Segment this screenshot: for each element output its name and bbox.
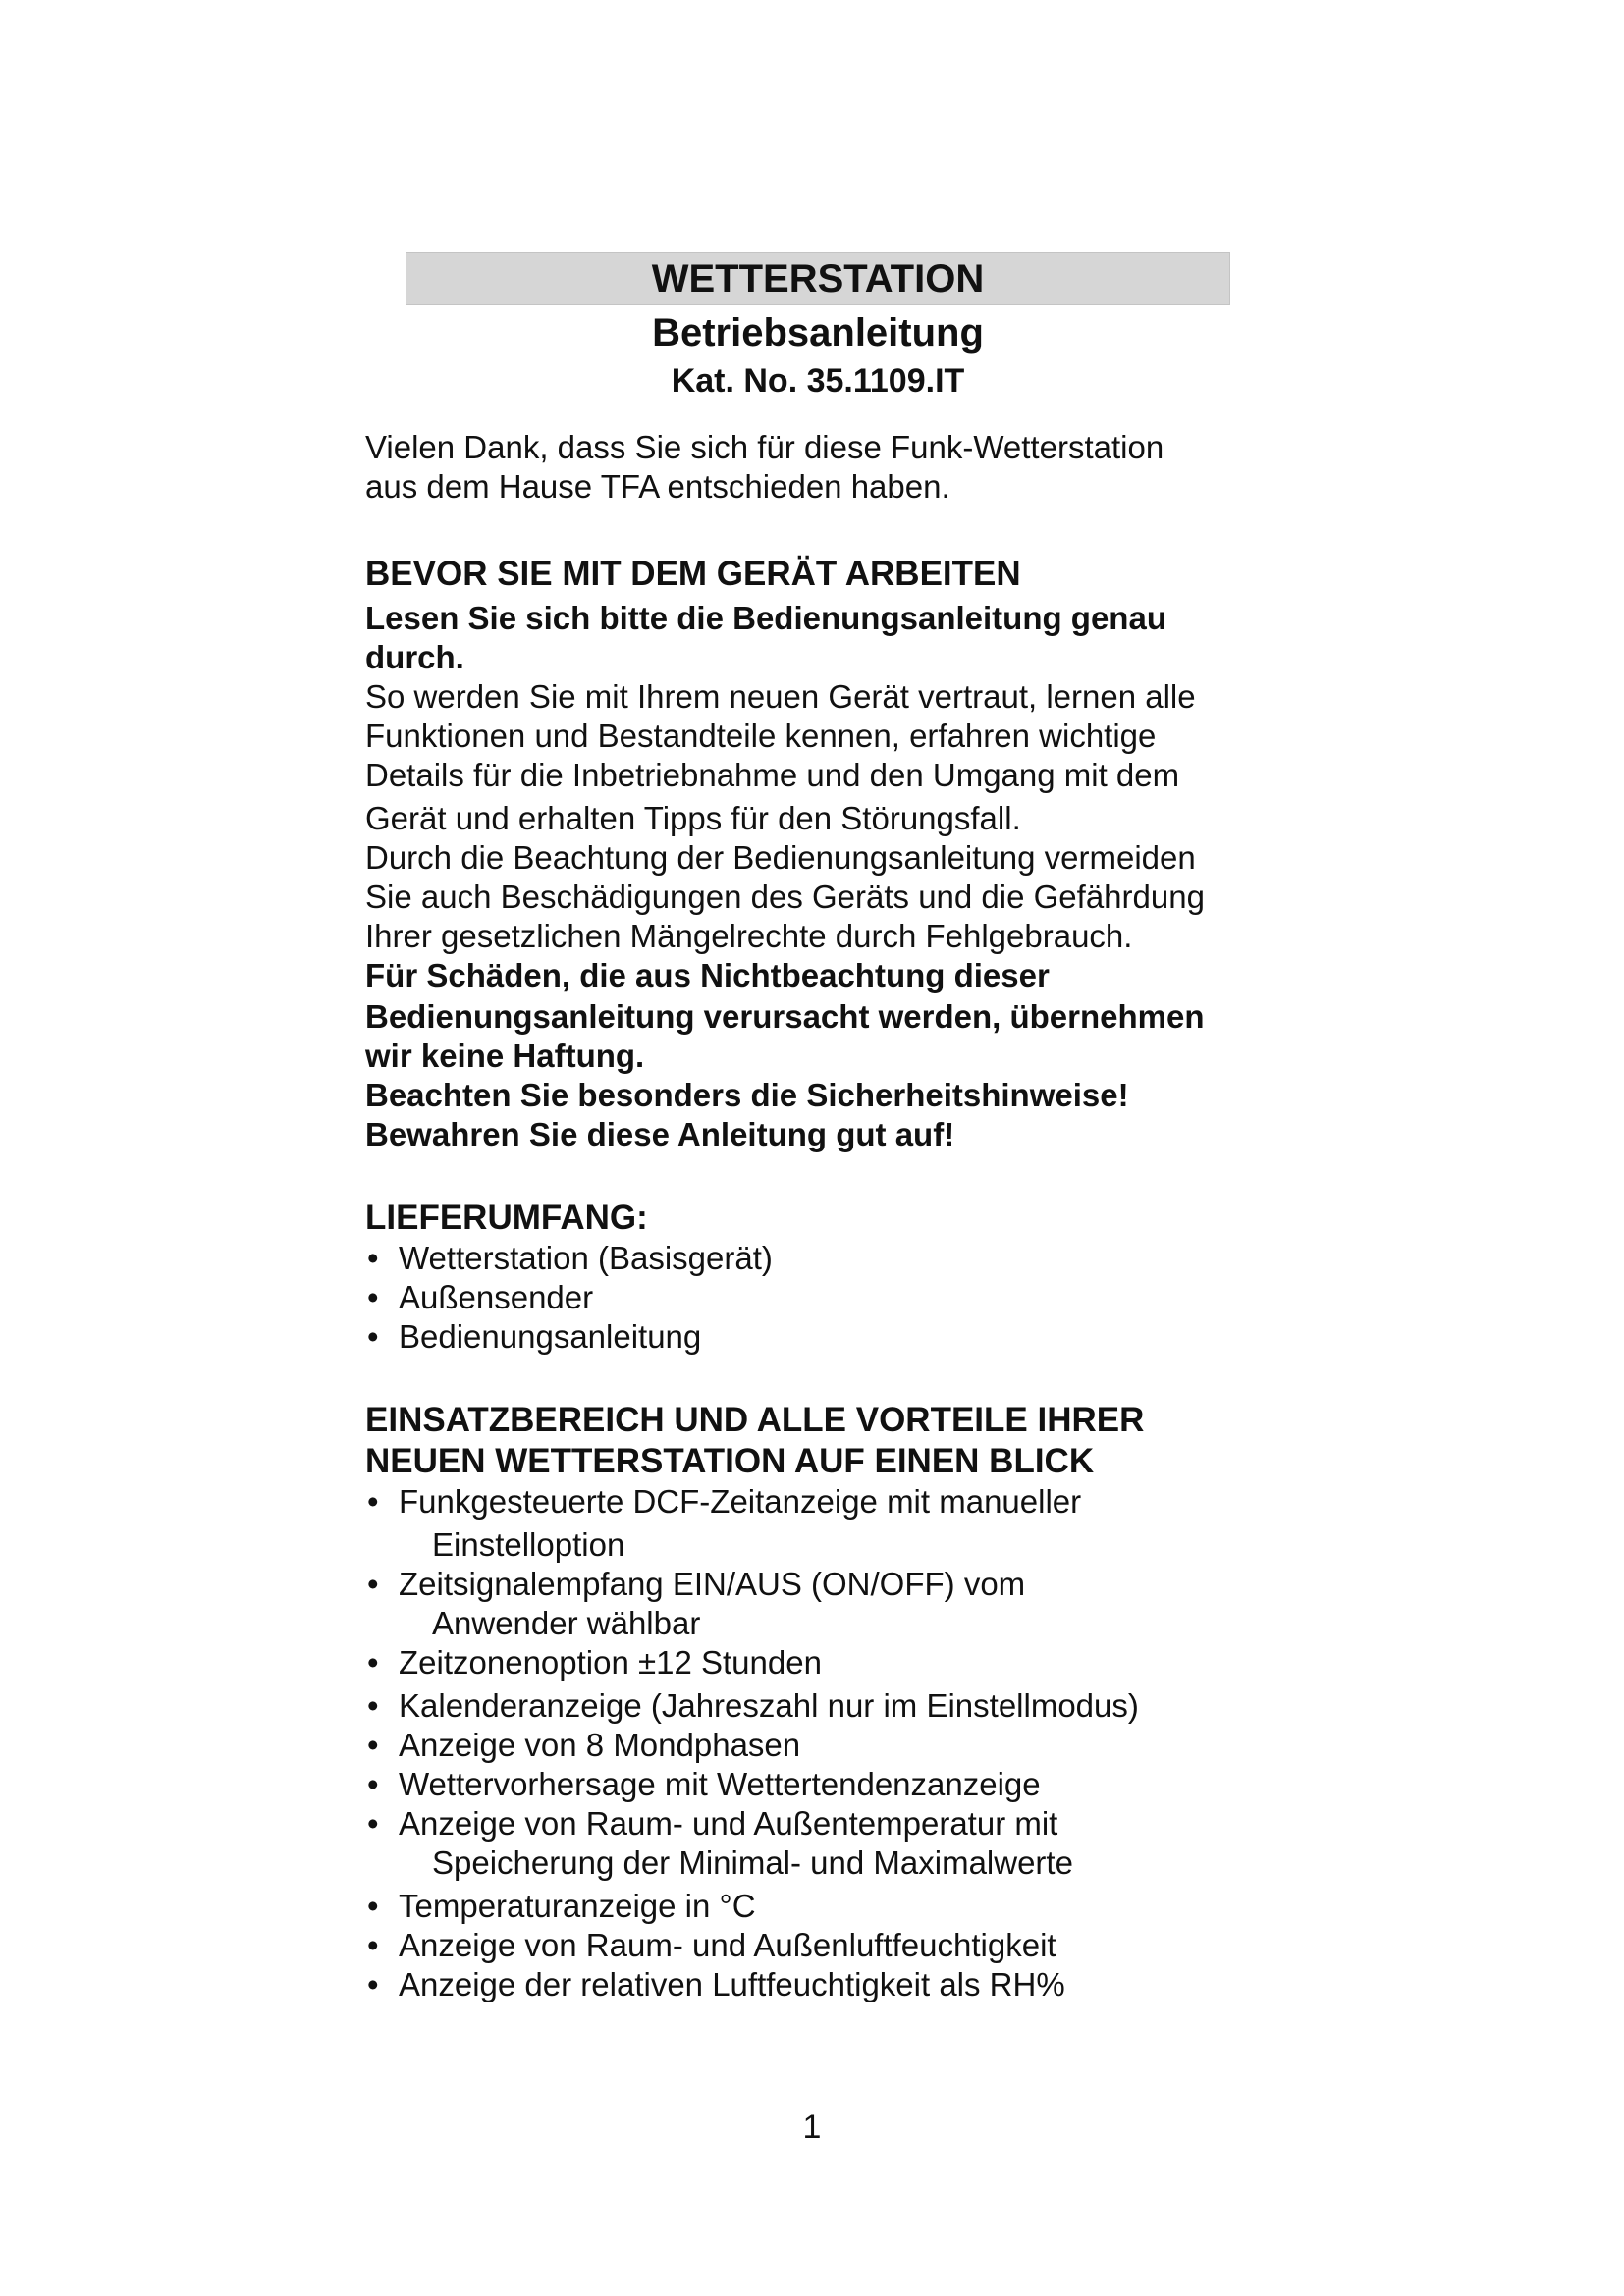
list-item: • Anzeige von 8 Mondphasen (367, 1727, 801, 1763)
list-item-continuation: Speicherung der Minimal- und Maximalwerte (432, 1844, 1073, 1881)
bullet-icon: • (367, 1318, 379, 1355)
catalog-number: Kat. No. 35.1109.IT (671, 362, 965, 400)
list-item: • Zeitzonenoption ±12 Stunden (367, 1644, 822, 1681)
section-heading-features: EINSATZBEREICH UND ALLE VORTEILE IHRER (365, 1401, 1145, 1439)
intro-line: Vielen Dank, dass Sie sich für diese Funk-Wetterstation (365, 429, 1164, 465)
bullet-icon: • (367, 1483, 379, 1520)
list-item: • Anzeige von Raum- und Außenluftfeuchtigkeit (367, 1927, 1056, 1963)
read-instructions-line: durch. (365, 639, 464, 675)
document-subtitle: Betriebsanleitung (652, 311, 984, 354)
list-item-continuation: Einstelloption (432, 1526, 625, 1563)
list-item: • Außensender (367, 1279, 594, 1315)
list-item: • Temperaturanzeige in °C (367, 1888, 756, 1924)
bullet-icon: • (367, 1644, 379, 1681)
document-title: WETTERSTATION (406, 252, 1230, 305)
list-item: • Bedienungsanleitung (367, 1318, 702, 1355)
list-item: • Wettervorhersage mit Wettertendenzanzeige (367, 1766, 1041, 1802)
section-heading-before-use: BEVOR SIE MIT DEM GERÄT ARBEITEN (365, 555, 1021, 593)
liability-warning-line: Bedienungsanleitung verursacht werden, übernehmen (365, 998, 1205, 1035)
list-item-continuation: Anwender wählbar (432, 1605, 701, 1641)
bullet-icon: • (367, 1727, 379, 1763)
section-heading-features: NEUEN WETTERSTATION AUF EINEN BLICK (365, 1442, 1095, 1480)
paragraph-line: Gerät und erhalten Tipps für den Störungsfall. (365, 800, 1021, 836)
bullet-icon: • (367, 1888, 379, 1924)
features-list (365, 1482, 1288, 2004)
keep-manual-line: Bewahren Sie diese Anleitung gut auf! (365, 1116, 955, 1152)
page-number: 1 (802, 2109, 822, 2146)
read-instructions-line: Lesen Sie sich bitte die Bedienungsanleitung genau (365, 600, 1166, 636)
paragraph-line: Funktionen und Bestandteile kennen, erfahren wichtige (365, 718, 1157, 754)
paragraph-line: Details für die Inbetriebnahme und den Umgang mit dem (365, 757, 1180, 793)
document-header (406, 252, 1230, 403)
intro-line: aus dem Hause TFA entschieden haben. (365, 468, 950, 505)
bullet-icon: • (367, 1927, 379, 1963)
list-item: • Kalenderanzeige (Jahreszahl nur im Einstellmodus) (367, 1687, 1139, 1724)
liability-warning-line: Für Schäden, die aus Nichtbeachtung dieser (365, 957, 1050, 993)
paragraph-line: So werden Sie mit Ihrem neuen Gerät vertraut, lernen alle (365, 678, 1196, 715)
list-item: • Funkgesteuerte DCF-Zeitanzeige mit manueller (367, 1483, 1082, 1520)
delivery-list (365, 1239, 1288, 1357)
bullet-icon: • (367, 1805, 379, 1842)
paragraph-line: Durch die Beachtung der Bedienungsanleitung vermeiden (365, 839, 1196, 876)
paragraph-line: Ihrer gesetzlichen Mängelrechte durch Fehlgebrauch. (365, 918, 1133, 954)
safety-notice-line: Beachten Sie besonders die Sicherheitshinweise! (365, 1077, 1129, 1113)
list-item: • Wetterstation (Basisgerät) (367, 1240, 773, 1276)
bullet-icon: • (367, 1687, 379, 1724)
liability-warning-line: wir keine Haftung. (365, 1038, 645, 1074)
bullet-icon: • (367, 1240, 379, 1276)
document-body (365, 428, 1288, 2004)
bullet-icon: • (367, 1566, 379, 1602)
paragraph-line: Sie auch Beschädigungen des Geräts und die Gefährdung (365, 879, 1205, 915)
section-heading-delivery: LIEFERUMFANG: (365, 1199, 648, 1237)
list-item: • Anzeige von Raum- und Außentemperatur mit (367, 1805, 1058, 1842)
list-item: • Anzeige der relativen Luftfeuchtigkeit als RH% (367, 1966, 1065, 2002)
bullet-icon: • (367, 1766, 379, 1802)
bullet-icon: • (367, 1279, 379, 1315)
list-item: • Zeitsignalempfang EIN/AUS (ON/OFF) vom (367, 1566, 1026, 1602)
bullet-icon: • (367, 1966, 379, 2002)
